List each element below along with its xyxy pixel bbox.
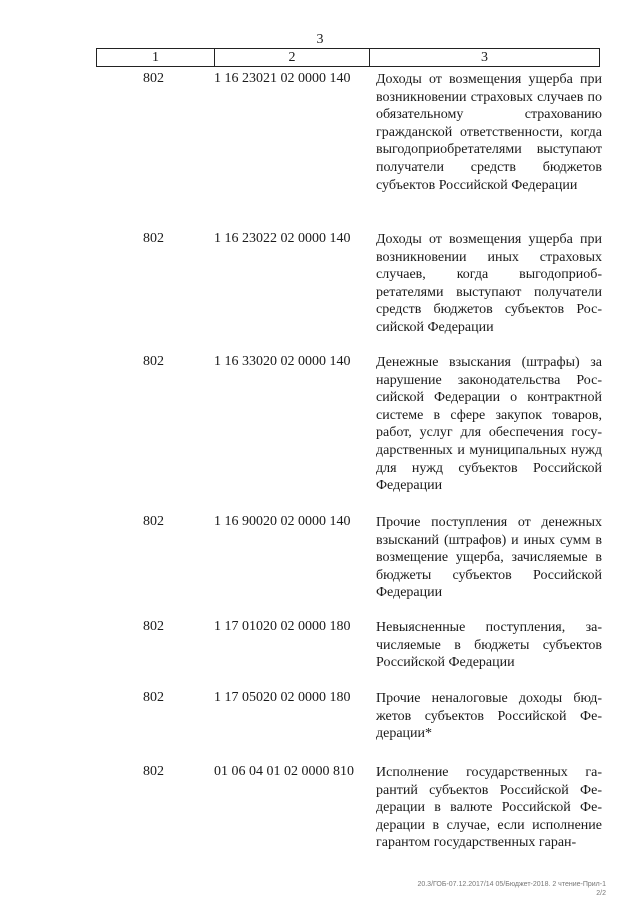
admin-code: 802 <box>143 619 164 634</box>
admin-code: 802 <box>143 71 164 86</box>
admin-code: 802 <box>143 354 164 369</box>
page-number: 3 <box>316 32 324 47</box>
budget-code: 1 16 90020 02 0000 140 <box>214 514 351 529</box>
row-description: Прочие неналоговые доходы бюджетов субъектов Российской Федерации* <box>376 691 602 742</box>
column-header-2: 2 <box>215 49 370 67</box>
budget-code: 01 06 04 01 02 0000 810 <box>214 764 354 779</box>
row-description: Прочие поступления от денежных взысканий (штрафов) и иных сумм в возмещение ущерба, зачисляемые в бюджеты субъектов Российской Федерации <box>376 515 602 601</box>
row-description: Доходы от возмещения ущерба при возникновении иных страховых случаев, когда выгодоприобретателями выступают получатели средств бюджетов субъектов Российской Федерации <box>376 232 602 335</box>
admin-code: 802 <box>143 690 164 705</box>
budget-code: 1 16 33020 02 0000 140 <box>214 354 351 369</box>
document-footer-note: 20.3/ГОБ-07.12.2017/14 05/Бюджет-2018. 2 чтение-Прил-1 2/2 <box>417 881 606 897</box>
row-description: Исполнение государственных гарантий субъектов Российской Федерации в валюте Российской Федерации в случае, если исполнение гарантом государственных гаран- <box>376 765 602 851</box>
admin-code: 802 <box>143 764 164 779</box>
column-header-table <box>96 48 600 67</box>
admin-code: 802 <box>143 514 164 529</box>
budget-code: 1 16 23021 02 0000 140 <box>214 71 351 86</box>
column-header-3: 3 <box>370 49 600 67</box>
row-description: Денежные взыскания (штрафы) за нарушение законодательства Российской Федерации о контрактной системе в сфере закупок товаров, работ, услуг для обеспечения государственных и муниципальных нужд для нужд субъектов Российской Федерации <box>376 355 602 494</box>
row-description: Невыясненные поступления, зачисляемые в бюджеты субъектов Российской Федерации <box>376 620 602 671</box>
column-header-1: 1 <box>97 49 215 67</box>
row-description: Доходы от возмещения ущерба при возникновении страховых случаев по обязательному страхованию гражданской ответственности, когда выгодоприобретателями выступают получатели средств бюджетов субъектов Российской Федерации <box>376 72 602 193</box>
budget-code: 1 17 05020 02 0000 180 <box>214 690 351 705</box>
admin-code: 802 <box>143 231 164 246</box>
budget-code: 1 17 01020 02 0000 180 <box>214 619 351 634</box>
budget-code: 1 16 23022 02 0000 140 <box>214 231 351 246</box>
